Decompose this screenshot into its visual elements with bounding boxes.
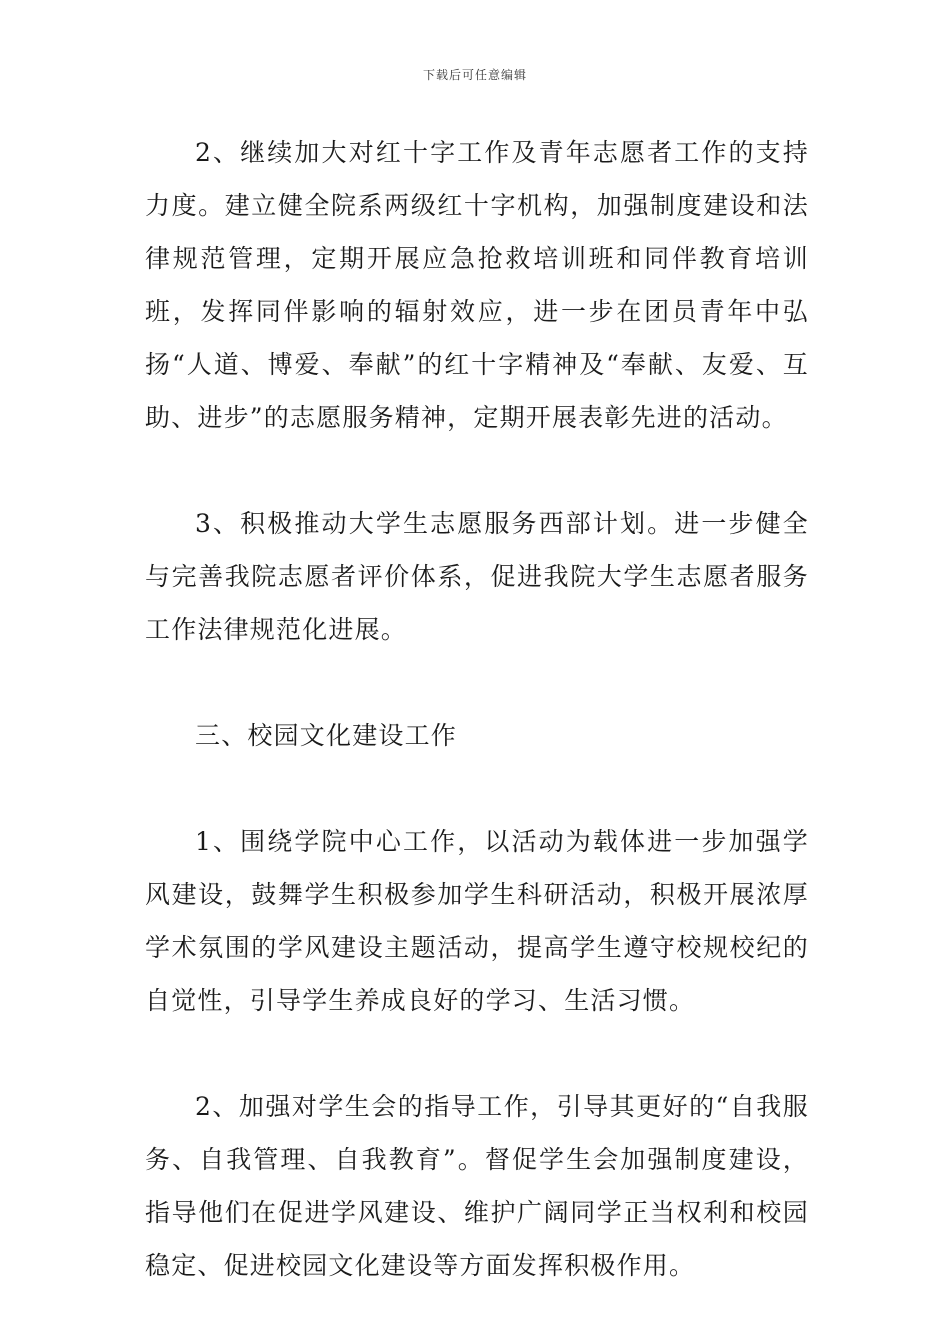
paragraph-student-union: 2、加强对学生会的指导工作，引导其更好的“自我服务、自我管理、自我教育”。督促学生会加强制度建设，指导他们在促进学风建设、维护广阔同学正当权利和校园稳定、促进校园文化建设等方面发挥积极作用。 — [145, 1092, 809, 1280]
header-note: 下载后可任意编辑 — [422, 68, 527, 82]
paragraph-red-cross-volunteer: 2、继续加大对红十字工作及青年志愿者工作的支持力度。建立健全院系两级红十字机构，加强制度建设和法律规范管理，定期开展应急抢救培训班和同伴教育培训班，发挥同伴影响的辐射效应，进一步在团员青年中弘扬“人道、博爱、奉献”的红十字精神及“奉献、友爱、互助、进步”的志愿服务精神，定期开展表彰先进的活动。 — [145, 138, 809, 432]
document-body — [145, 126, 809, 1292]
paragraph-study-style: 1、围绕学院中心工作，以活动为载体进一步加强学风建设，鼓舞学生积极参加学生科研活动，积极开展浓厚学术氛围的学风建设主题活动，提高学生遵守校规校纪的自觉性，引导学生养成良好的学习、生活习惯。 — [145, 827, 809, 1015]
paragraph-western-plan: 3、积极推动大学生志愿服务西部计划。进一步健全与完善我院志愿者评价体系，促进我院大学生志愿者服务工作法律规范化进展。 — [145, 509, 809, 644]
section-heading-campus-culture: 三、校园文化建设工作 — [195, 721, 458, 750]
